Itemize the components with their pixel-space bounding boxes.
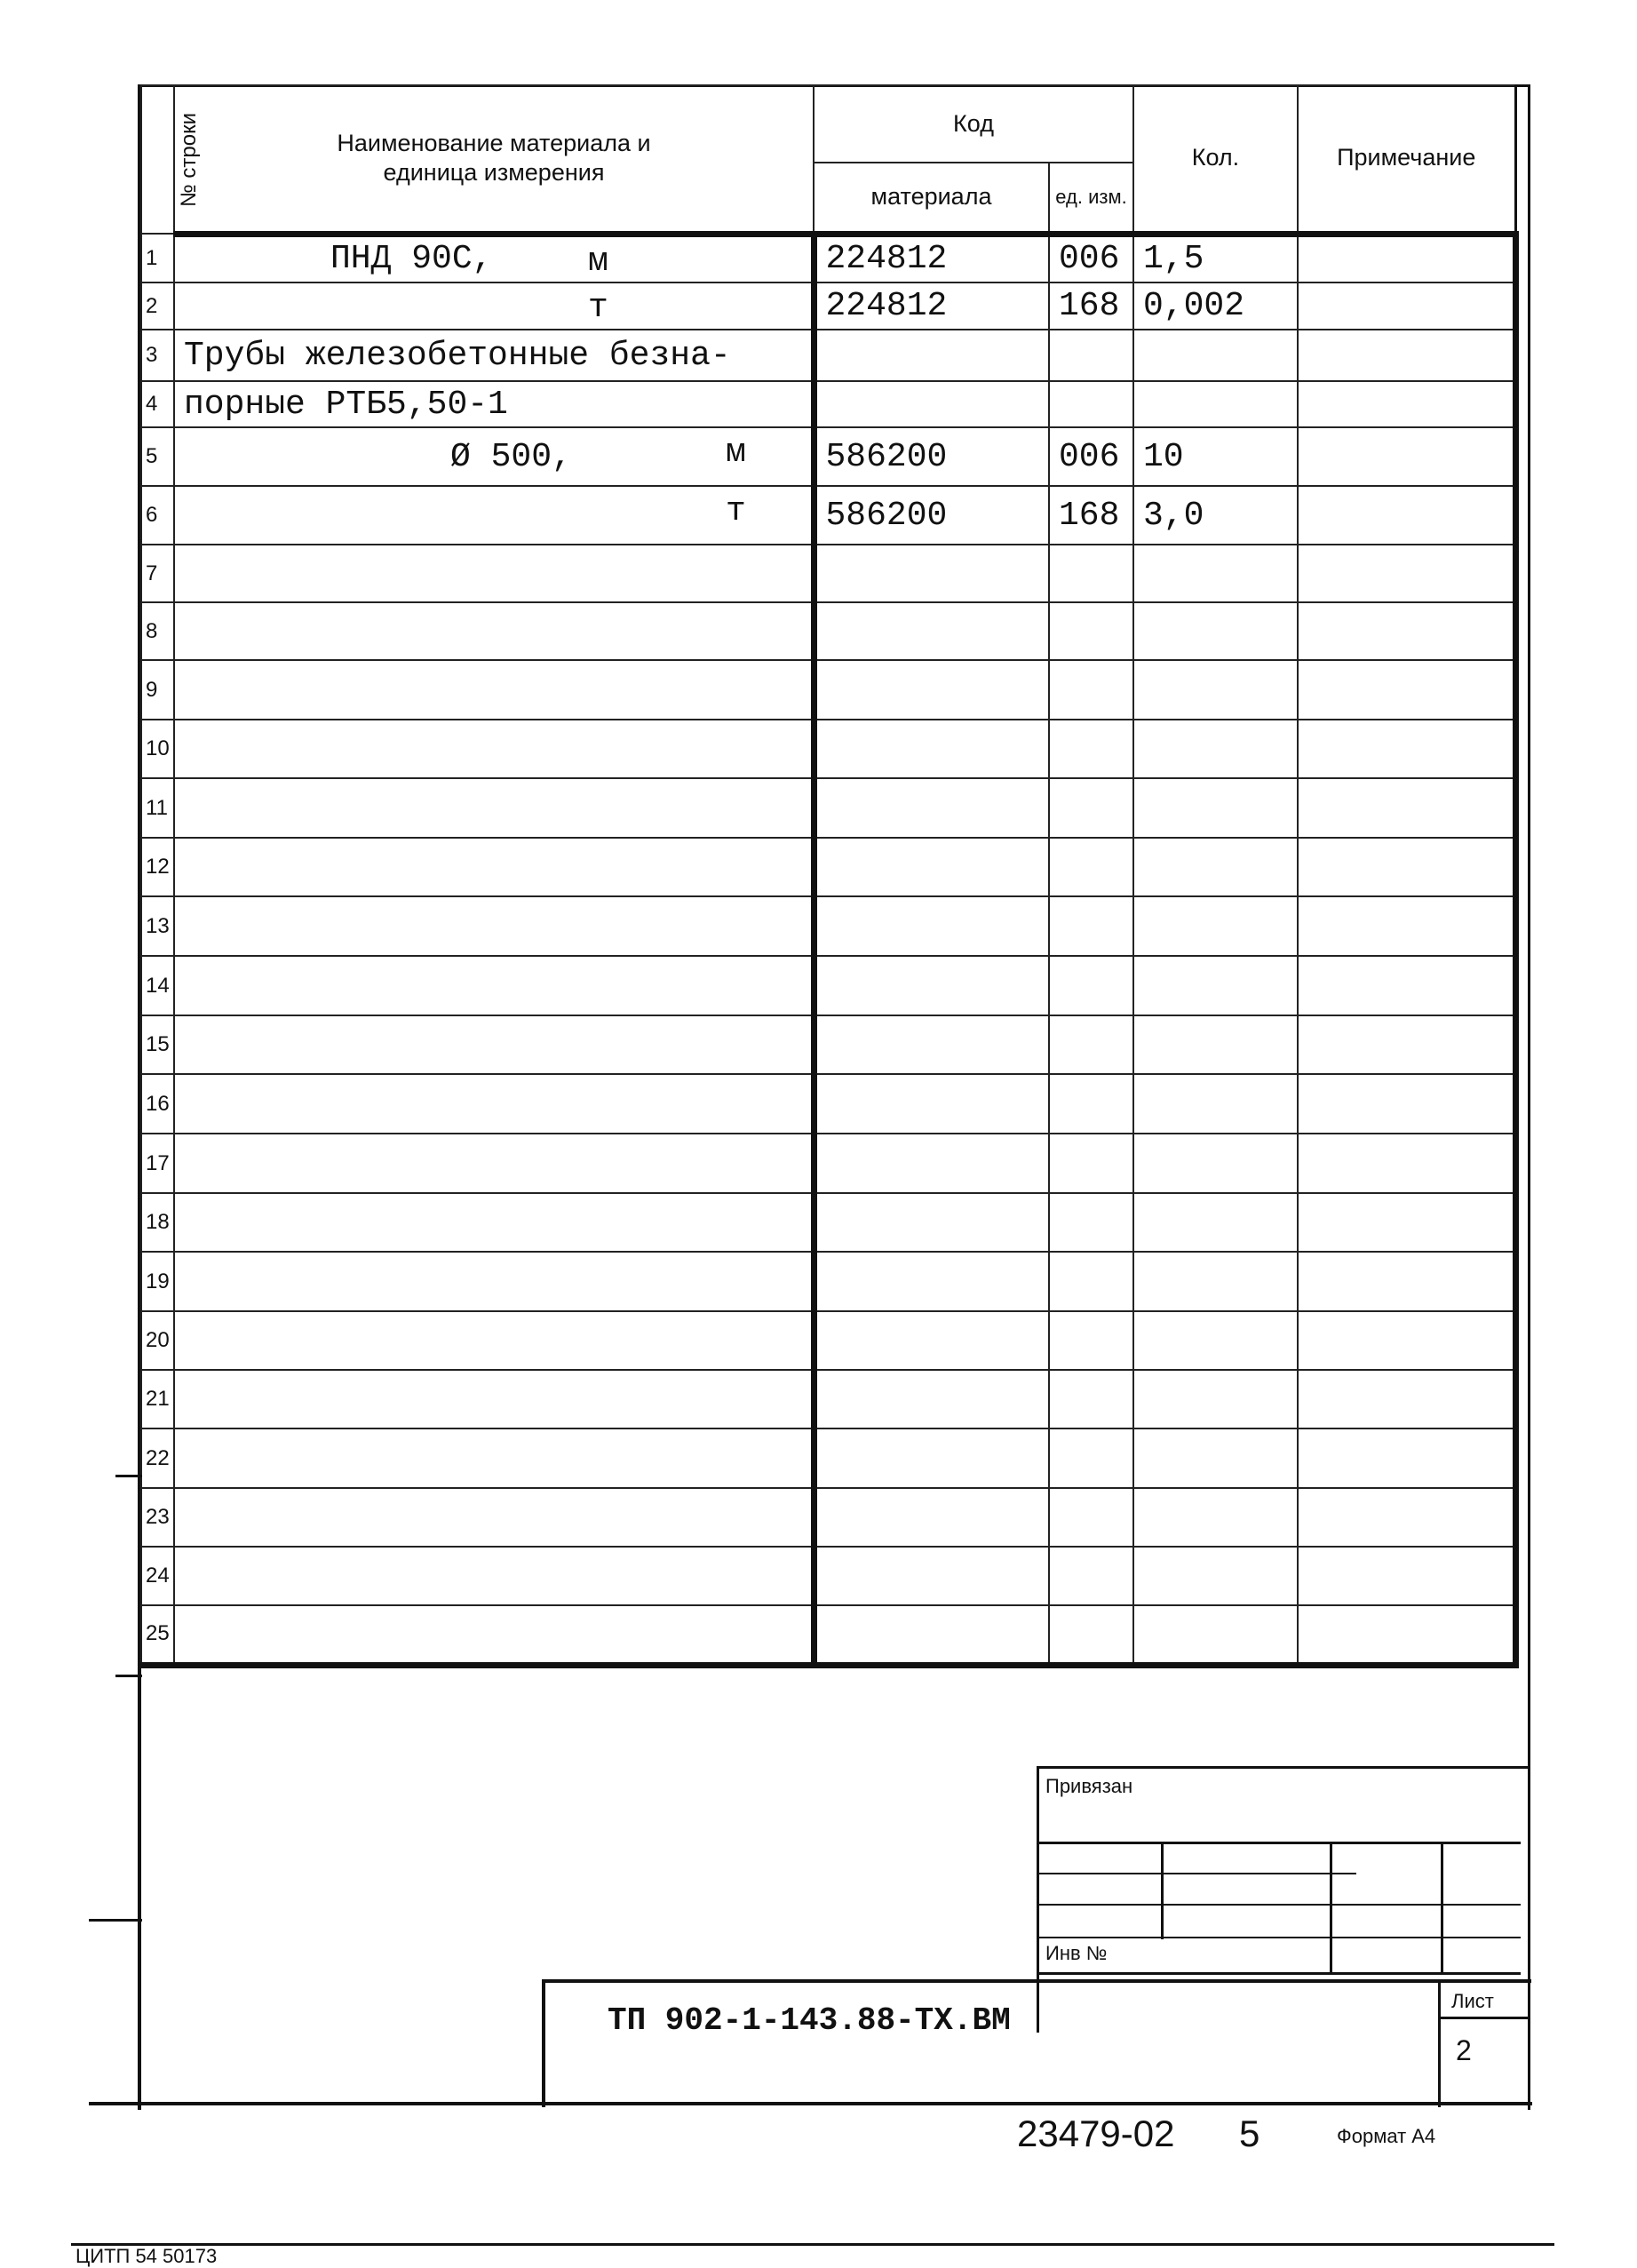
note <box>1298 720 1515 778</box>
material-name <box>174 1193 814 1252</box>
quantity: 1,5 <box>1133 234 1298 283</box>
note <box>1298 1311 1515 1370</box>
unit-code <box>1049 1605 1133 1665</box>
quantity <box>1133 1428 1298 1488</box>
table-row <box>141 778 1531 838</box>
unit-code <box>1049 896 1133 956</box>
row-number: 3 <box>141 330 174 381</box>
quantity <box>1133 1311 1298 1370</box>
material-code <box>814 1134 1049 1193</box>
row-number-header: № строки <box>141 85 174 234</box>
row-number: 23 <box>141 1488 174 1547</box>
note <box>1298 1015 1515 1074</box>
table-row <box>141 1428 1531 1488</box>
table-row <box>141 1015 1531 1074</box>
note <box>1298 234 1515 283</box>
material-code <box>814 1015 1049 1074</box>
quantity <box>1133 778 1298 838</box>
unit-code <box>1049 1074 1133 1134</box>
unit-code <box>1049 778 1133 838</box>
unit-code <box>1049 1488 1133 1547</box>
doc-code-box <box>542 1979 1531 2107</box>
table-row <box>141 283 1531 330</box>
material-name-text: ПНД 90С, <box>330 240 493 279</box>
note <box>1298 1428 1515 1488</box>
note <box>1298 1252 1515 1311</box>
material-name <box>174 486 814 545</box>
material-name <box>174 545 814 602</box>
row-number: 24 <box>141 1547 174 1605</box>
material-name-text: порные РТБ5,50-1 <box>184 385 508 424</box>
table-row <box>141 896 1531 956</box>
materials-table <box>140 84 1531 1668</box>
row-number: 18 <box>141 1193 174 1252</box>
note <box>1298 1547 1515 1605</box>
quantity: 3,0 <box>1133 486 1298 545</box>
note-header: Примечание <box>1298 85 1515 234</box>
note <box>1298 330 1515 381</box>
quantity <box>1133 1252 1298 1311</box>
table-row <box>141 1488 1531 1547</box>
table-row <box>141 330 1531 381</box>
material-name <box>174 283 814 330</box>
material-name <box>174 1428 814 1488</box>
table-row <box>141 1370 1531 1428</box>
quantity <box>1133 1488 1298 1547</box>
material-code <box>814 660 1049 720</box>
material-name-text: Ø 500, <box>450 437 572 476</box>
margin-tick <box>115 1675 142 1677</box>
unit-code <box>1049 1428 1133 1488</box>
row-number: 7 <box>141 545 174 602</box>
quantity <box>1133 896 1298 956</box>
material-name <box>174 381 814 427</box>
material-code <box>814 1193 1049 1252</box>
note <box>1298 283 1515 330</box>
doc-code: ТП 902-1-143.88-ТХ.ВМ <box>608 2002 1011 2039</box>
note <box>1298 1488 1515 1547</box>
bottom-line <box>89 2102 1532 2105</box>
unit-code: 168 <box>1049 486 1133 545</box>
tied-label: Привязан <box>1045 1775 1133 1797</box>
unit-code: 006 <box>1049 234 1133 283</box>
table-row <box>141 381 1531 427</box>
table-row <box>141 1193 1531 1252</box>
material-code <box>814 1488 1049 1547</box>
row-number: 25 <box>141 1605 174 1665</box>
material-code <box>814 778 1049 838</box>
material-name <box>174 602 814 660</box>
material-unit-text: м <box>588 242 608 281</box>
table-row <box>141 602 1531 660</box>
note <box>1298 896 1515 956</box>
margin-tick <box>115 1475 142 1477</box>
material-code <box>814 1370 1049 1428</box>
table-row <box>141 545 1531 602</box>
row-number: 19 <box>141 1252 174 1311</box>
row-number: 5 <box>141 427 174 486</box>
table-row <box>141 838 1531 896</box>
material-name <box>174 1015 814 1074</box>
row-number: 15 <box>141 1015 174 1074</box>
row-number: 6 <box>141 486 174 545</box>
quantity: 0,002 <box>1133 283 1298 330</box>
row-number: 8 <box>141 602 174 660</box>
unit-code <box>1049 956 1133 1015</box>
row-number: 14 <box>141 956 174 1015</box>
table-row <box>141 1547 1531 1605</box>
note <box>1298 1193 1515 1252</box>
sheet-number: 2 <box>1456 2034 1472 2066</box>
material-code: 586200 <box>814 486 1049 545</box>
unit-code <box>1049 1370 1133 1428</box>
material-code <box>814 838 1049 896</box>
margin-tick <box>89 1919 142 1922</box>
row-number: 9 <box>141 660 174 720</box>
material-code: 224812 <box>814 283 1049 330</box>
page-bottom-line <box>71 2243 1554 2246</box>
order-number: 23479-02 <box>1017 2113 1175 2154</box>
unit-code <box>1049 330 1133 381</box>
material-code <box>814 720 1049 778</box>
material-name <box>174 1134 814 1193</box>
name-header: Наименование материала и единица измерения <box>174 85 814 234</box>
inventory-label: Инв № <box>1045 1942 1108 1964</box>
material-name <box>174 1605 814 1665</box>
note <box>1298 486 1515 545</box>
note <box>1298 1370 1515 1428</box>
table-row <box>141 1605 1531 1665</box>
unit-header: ед. изм. <box>1049 163 1133 234</box>
material-name <box>174 660 814 720</box>
material-name <box>174 1311 814 1370</box>
unit-code <box>1049 1134 1133 1193</box>
material-name-text: Трубы железобетонные безна- <box>184 336 731 375</box>
material-name <box>174 427 814 486</box>
note <box>1298 602 1515 660</box>
material-code: 224812 <box>814 234 1049 283</box>
material-name <box>174 330 814 381</box>
material-unit-text: м <box>726 434 746 472</box>
note <box>1298 1605 1515 1665</box>
table-row <box>141 720 1531 778</box>
quantity <box>1133 1547 1298 1605</box>
quantity <box>1133 956 1298 1015</box>
row-number: 21 <box>141 1370 174 1428</box>
note <box>1298 381 1515 427</box>
table-row <box>141 1252 1531 1311</box>
row-number: 22 <box>141 1428 174 1488</box>
note <box>1298 545 1515 602</box>
unit-code <box>1049 1311 1133 1370</box>
material-unit-text: т <box>588 289 608 327</box>
material-name <box>174 234 814 283</box>
material-name <box>174 956 814 1015</box>
material-code <box>814 602 1049 660</box>
unit-code <box>1049 1015 1133 1074</box>
material-name <box>174 1252 814 1311</box>
material-name <box>174 1370 814 1428</box>
unit-code: 006 <box>1049 427 1133 486</box>
material-code <box>814 1311 1049 1370</box>
note <box>1298 956 1515 1015</box>
unit-code <box>1049 602 1133 660</box>
material-name <box>174 896 814 956</box>
table-row <box>141 1311 1531 1370</box>
row-number: 17 <box>141 1134 174 1193</box>
material-code <box>814 896 1049 956</box>
note <box>1298 1134 1515 1193</box>
table-row <box>141 956 1531 1015</box>
material-name <box>174 1547 814 1605</box>
material-name <box>174 838 814 896</box>
row-number: 10 <box>141 720 174 778</box>
qty-header: Кол. <box>1133 85 1298 234</box>
page-number: 5 <box>1239 2113 1260 2154</box>
table-row <box>141 427 1531 486</box>
material-code <box>814 330 1049 381</box>
unit-code <box>1049 1252 1133 1311</box>
material-code <box>814 1074 1049 1134</box>
row-number: 16 <box>141 1074 174 1134</box>
note <box>1298 838 1515 896</box>
material-code <box>814 381 1049 427</box>
quantity <box>1133 720 1298 778</box>
unit-code <box>1049 720 1133 778</box>
quantity <box>1133 1193 1298 1252</box>
row-number: 11 <box>141 778 174 838</box>
quantity <box>1133 1370 1298 1428</box>
row-number: 1 <box>141 234 174 283</box>
quantity <box>1133 660 1298 720</box>
row-number: 2 <box>141 283 174 330</box>
sheet-label: Лист <box>1451 1990 1494 2012</box>
row-number: 4 <box>141 381 174 427</box>
material-code <box>814 1428 1049 1488</box>
material-code <box>814 1605 1049 1665</box>
material-code-header: материала <box>814 163 1049 234</box>
table-row <box>141 660 1531 720</box>
quantity <box>1133 838 1298 896</box>
table-row <box>141 1134 1531 1193</box>
publisher-code: ЦИТП 54 50173 <box>75 2245 218 2267</box>
row-number: 13 <box>141 896 174 956</box>
quantity <box>1133 1605 1298 1665</box>
quantity <box>1133 602 1298 660</box>
quantity <box>1133 381 1298 427</box>
note <box>1298 1074 1515 1134</box>
table-row <box>141 486 1531 545</box>
material-code <box>814 545 1049 602</box>
table-row <box>141 1074 1531 1134</box>
unit-code <box>1049 1193 1133 1252</box>
quantity <box>1133 1015 1298 1074</box>
table-row <box>141 234 1531 283</box>
material-code <box>814 1252 1049 1311</box>
unit-code <box>1049 545 1133 602</box>
format-label: Формат А4 <box>1337 2125 1436 2147</box>
material-code <box>814 1547 1049 1605</box>
material-name <box>174 720 814 778</box>
row-number: 12 <box>141 838 174 896</box>
material-code: 586200 <box>814 427 1049 486</box>
quantity: 10 <box>1133 427 1298 486</box>
quantity <box>1133 330 1298 381</box>
unit-code <box>1049 660 1133 720</box>
note <box>1298 660 1515 720</box>
material-code <box>814 956 1049 1015</box>
material-name <box>174 778 814 838</box>
material-name <box>174 1074 814 1134</box>
quantity <box>1133 545 1298 602</box>
code-header: Код <box>814 85 1133 163</box>
unit-code: 168 <box>1049 283 1133 330</box>
note <box>1298 427 1515 486</box>
material-unit-text: т <box>726 492 746 530</box>
unit-code <box>1049 838 1133 896</box>
row-number: 20 <box>141 1311 174 1370</box>
unit-code <box>1049 381 1133 427</box>
quantity <box>1133 1134 1298 1193</box>
material-name <box>174 1488 814 1547</box>
quantity <box>1133 1074 1298 1134</box>
note <box>1298 778 1515 838</box>
unit-code <box>1049 1547 1133 1605</box>
